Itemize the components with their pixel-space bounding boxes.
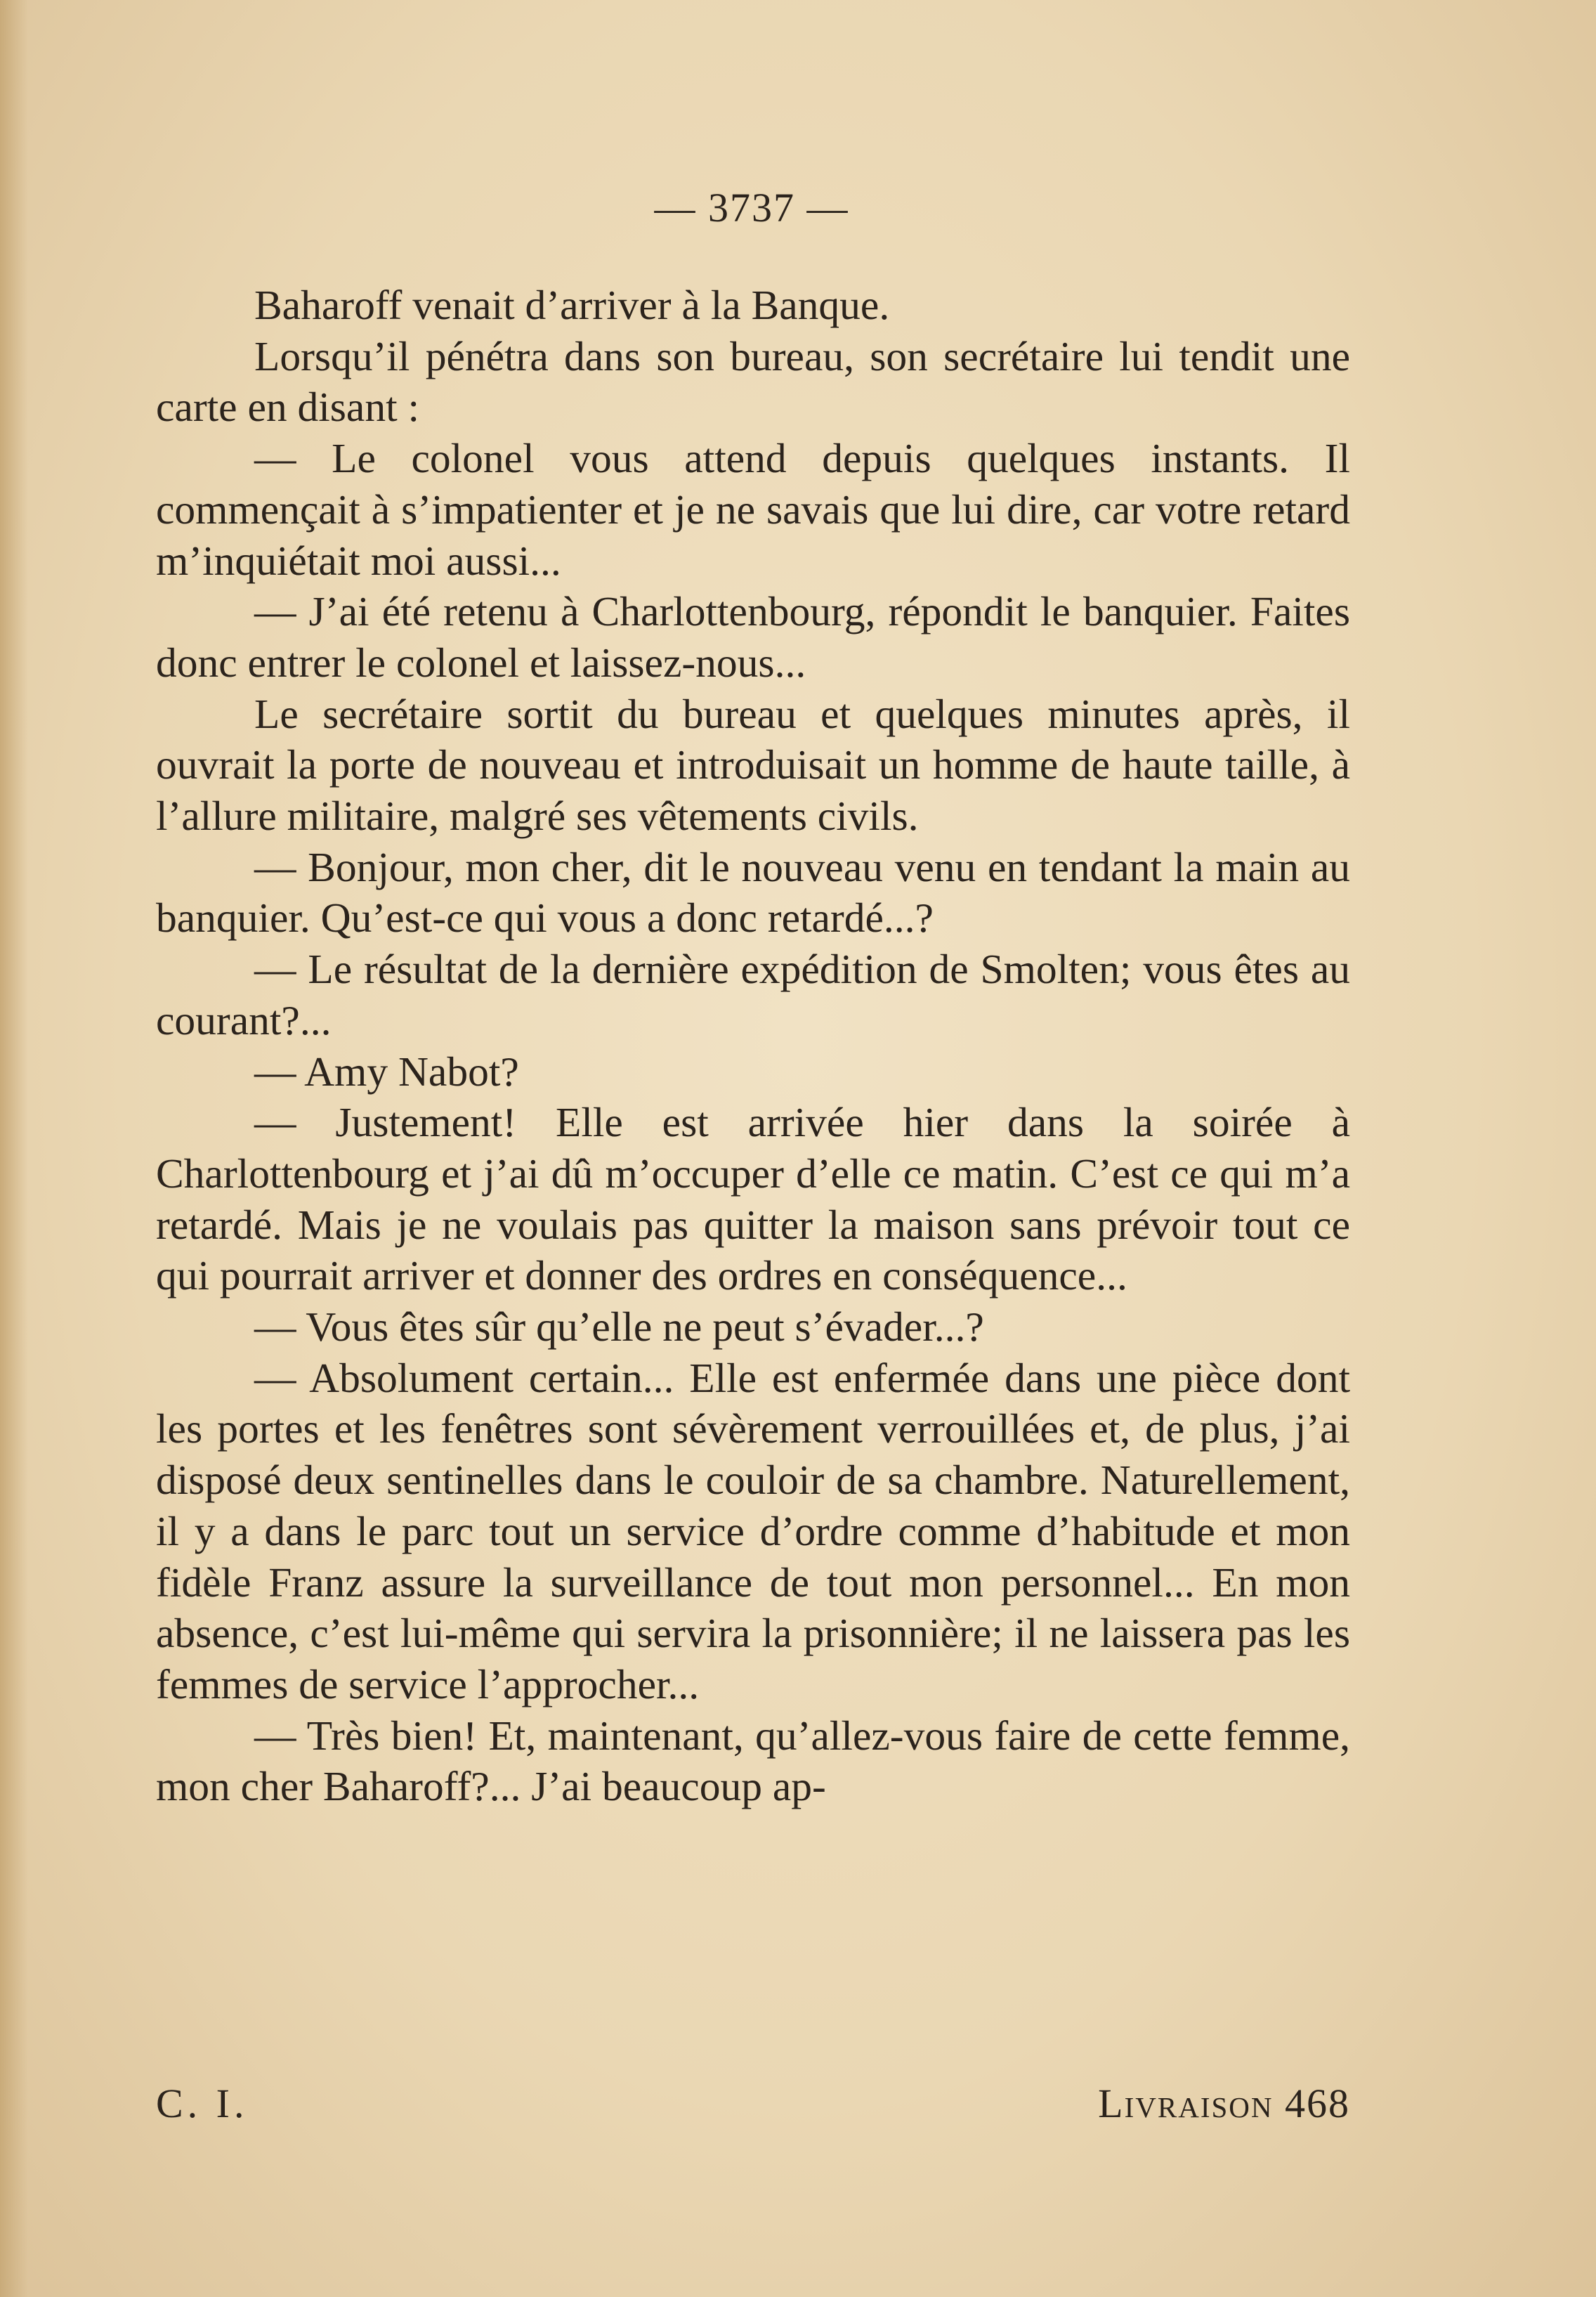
page-edge-shadow [0,0,28,2297]
paragraph: — Bonjour, mon cher, dit le nouveau venu en tendant la main au banquier. Qu’est-ce qui vous a donc retardé...? [156,843,1350,942]
footer-livraison: Livraison 468 [1098,2081,1350,2126]
paragraph: Lorsqu’il pénétra dans son bureau, son secrétaire lui tendit une carte en disant : [156,332,1350,431]
paragraph: — Le colonel vous attend depuis quelques instants. Il commençait à s’impatienter et je ne savais que lui dire, car votre retard m’inquiétait moi aussi... [156,435,1350,584]
paragraph: — Justement! Elle est arrivée hier dans la soirée à Charlottenbourg et j’ai dû m’occuper d’elle ce matin. C’est ce qui m’a retardé. Mais je ne voulais pas quitter la maison sans prévoir tout ce qui pourrait arriver et donner des ordres en conséquence... [156,1099,1350,1299]
paragraph: Le secrétaire sortit du bureau et quelques minutes après, il ouvrait la porte de nouveau et introduisait un homme de haute taille, à l’allure militaire, malgré ses vêtements civils. [156,690,1350,840]
footer-signature-mark: C. I. [156,2081,249,2126]
paragraph: Baharoff venait d’arriver à la Banque. [254,282,890,328]
body-text [156,280,1350,1812]
page-number: — 3737 — [654,185,849,230]
paragraph: — Très bien! Et, maintenant, qu’allez-vous faire de cette femme, mon cher Baharoff?... J’ai beaucoup ap- [156,1712,1350,1810]
paragraph: — J’ai été retenu à Charlottenbourg, répondit le banquier. Faites donc entrer le colonel et laissez-nous... [156,588,1350,686]
paragraph: — Absolument certain... Elle est enfermée dans une pièce dont les portes et les fenêtres sont sévèrement verrouillées et, de plus, j’ai disposé deux sentinelles dans le couloir de sa chambre. Naturellement, il y a dans le parc tout un service d’ordre comme d’habitude et mon fidèle Franz assure la surveillance de tout mon personnel... En mon absence, c’est lui-même qui servira la prisonnière; il ne laissera pas les femmes de service l’approcher... [156,1354,1350,1707]
paragraph: — Vous êtes sûr qu’elle ne peut s’évader...? [254,1303,984,1351]
paragraph: — Le résultat de la dernière expédition de Smolten; vous êtes au courant?... [156,946,1350,1043]
paragraph: — Amy Nabot? [254,1048,519,1095]
